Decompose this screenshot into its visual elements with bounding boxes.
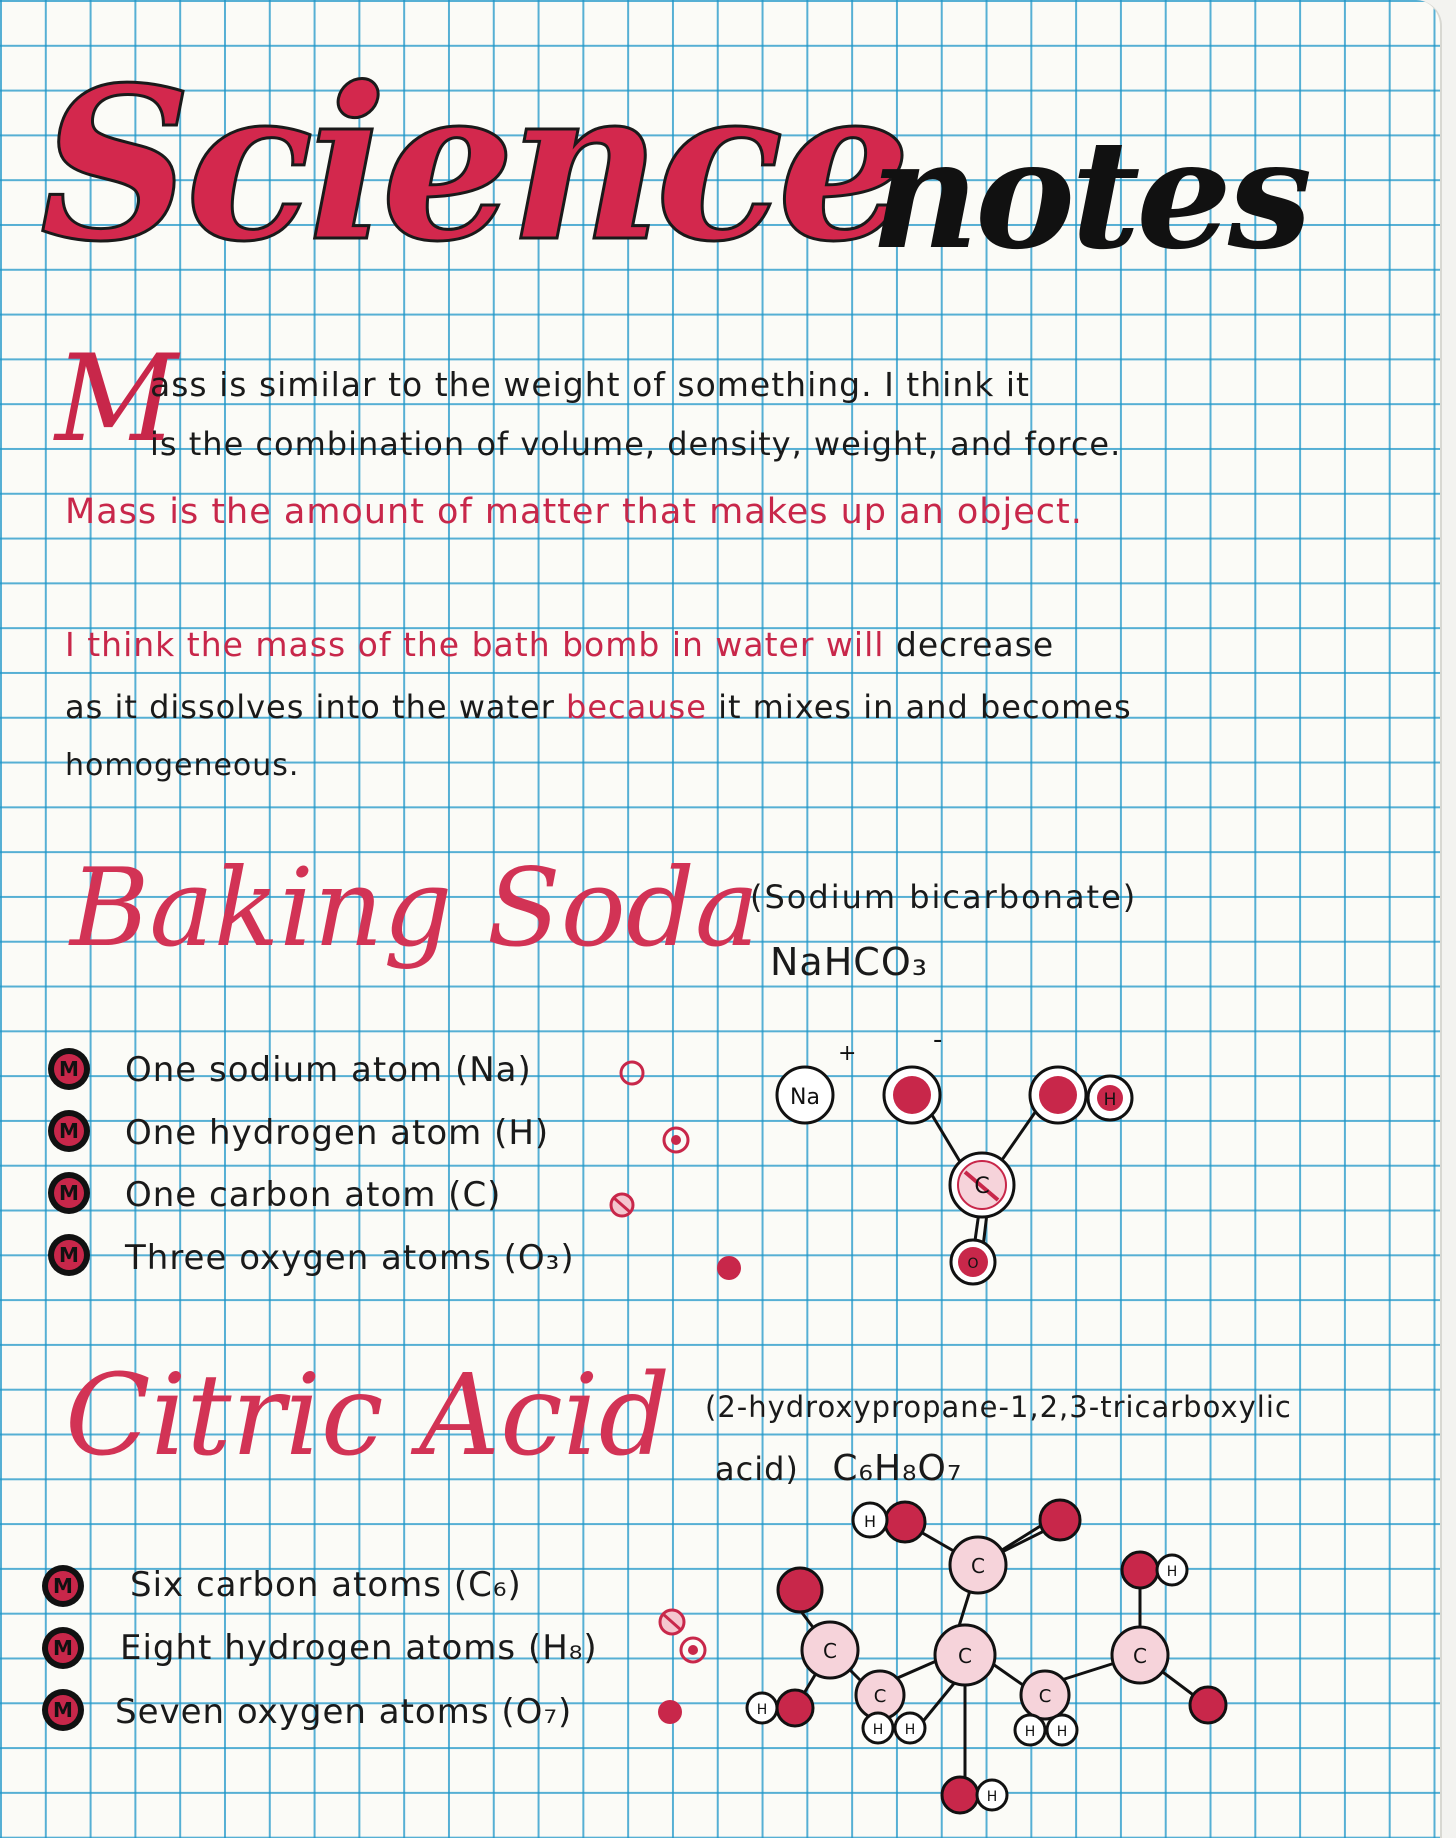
baking-soda-item-2: One hydrogen atom (H) xyxy=(125,1113,550,1153)
hydrogen-atom-label: H xyxy=(1103,1090,1117,1110)
carbon-atom-label: C xyxy=(971,1554,985,1578)
hydrogen-legend-icon-ca-inner xyxy=(688,1645,698,1655)
mass-line-2: is the combination of volume, density, weight, and force. xyxy=(150,425,1122,463)
baking-soda-item-1: One sodium atom (Na) xyxy=(125,1050,532,1090)
hydrogen-atom-label: H xyxy=(1056,1724,1068,1740)
baking-soda-heading: Baking Soda xyxy=(70,846,760,971)
oxygen-atom-core xyxy=(1039,1076,1077,1114)
carbon-atom-label: C xyxy=(1133,1644,1147,1668)
hypothesis-l2a: as it dissolves into the water xyxy=(65,688,555,726)
hydrogen-atom-label: H xyxy=(1024,1724,1036,1740)
carbon-atom-label: C xyxy=(873,1686,887,1707)
bullet-icon: M xyxy=(42,1627,84,1669)
oxygen-charge: - xyxy=(933,1030,943,1055)
sodium-charge: + xyxy=(838,1041,857,1066)
carbon-atom-label: C xyxy=(1038,1686,1052,1707)
title-notes: notes xyxy=(870,107,1309,283)
oxygen-legend-icon-ca xyxy=(658,1700,682,1724)
hypothesis-red-part: I think the mass of the bath bomb in water will xyxy=(65,625,885,664)
bullet-icon: M xyxy=(48,1234,90,1276)
carbon-atom-label: C xyxy=(823,1639,837,1663)
citric-acid-heading: Citric Acid xyxy=(65,1351,671,1481)
oxygen-atom-label: O xyxy=(967,1256,979,1272)
hydrogen-atom-label: H xyxy=(863,1512,877,1531)
oxygen-legend-icon xyxy=(717,1256,741,1280)
oxygen-atom xyxy=(1040,1500,1080,1540)
bullet-icon: M xyxy=(42,1689,84,1731)
baking-soda-molecule-diagram xyxy=(760,1030,1180,1290)
oxygen-atom xyxy=(778,1568,822,1612)
carbon-atom-label: C xyxy=(974,1174,990,1199)
oxygen-atom xyxy=(777,1690,813,1726)
hydrogen-atom-label: H xyxy=(904,1722,916,1738)
title-science: Science xyxy=(40,41,906,288)
carbon-atom-label: C xyxy=(958,1644,972,1668)
hypothesis-because: because xyxy=(566,688,707,726)
baking-soda-iupac: (Sodium bicarbonate) xyxy=(750,878,1138,916)
hydrogen-atom-label: H xyxy=(1166,1564,1178,1580)
mass-line-3: Mass is the amount of matter that makes up an object. xyxy=(65,492,1083,532)
citric-acid-iupac-line-2 xyxy=(715,1448,962,1489)
citric-acid-iupac-line-1: (2-hydroxypropane-1,2,3-tricarboxylic xyxy=(705,1390,1292,1424)
citric-acid-item-3: Seven oxygen atoms (O₇) xyxy=(115,1692,573,1732)
bullet-icon: M xyxy=(48,1172,90,1214)
sodium-atom-label: Na xyxy=(790,1085,820,1110)
dropcap-m: M xyxy=(55,330,178,469)
oxygen-atom-core xyxy=(893,1076,931,1114)
hydrogen-atom-label: H xyxy=(986,1789,998,1805)
bullet-icon: M xyxy=(48,1110,90,1152)
hydrogen-atom-label: H xyxy=(872,1722,884,1738)
citric-acid-molecule-diagram xyxy=(720,1490,1240,1830)
baking-soda-item-3: One carbon atom (C) xyxy=(125,1175,502,1215)
bullet-icon: M xyxy=(48,1048,90,1090)
oxygen-atom xyxy=(1122,1552,1158,1588)
hypothesis-line-3: homogeneous. xyxy=(65,748,300,783)
citric-acid-formula: C₆H₈O₇ xyxy=(832,1448,963,1489)
hypothesis-decrease: decrease xyxy=(895,625,1055,664)
oxygen-atom xyxy=(1190,1687,1226,1723)
hydrogen-legend-icon-inner xyxy=(671,1135,681,1145)
citric-acid-iupac-acid: acid) xyxy=(715,1450,799,1488)
citric-acid-item-2: Eight hydrogen atoms (H₈) xyxy=(120,1628,598,1668)
mass-line-1: ass is similar to the weight of something. I think it xyxy=(150,365,1030,404)
bullet-icon: M xyxy=(42,1565,84,1607)
baking-soda-item-4: Three oxygen atoms (O₃) xyxy=(125,1238,575,1278)
hydrogen-atom-label: H xyxy=(756,1702,768,1718)
baking-soda-formula: NaHCO₃ xyxy=(770,940,928,984)
hypothesis-l2b: it mixes in and becomes xyxy=(718,688,1132,726)
oxygen-atom xyxy=(942,1777,978,1813)
oxygen-atom xyxy=(885,1502,925,1542)
citric-acid-item-1: Six carbon atoms (C₆) xyxy=(130,1565,522,1605)
sodium-legend-icon xyxy=(621,1062,643,1084)
